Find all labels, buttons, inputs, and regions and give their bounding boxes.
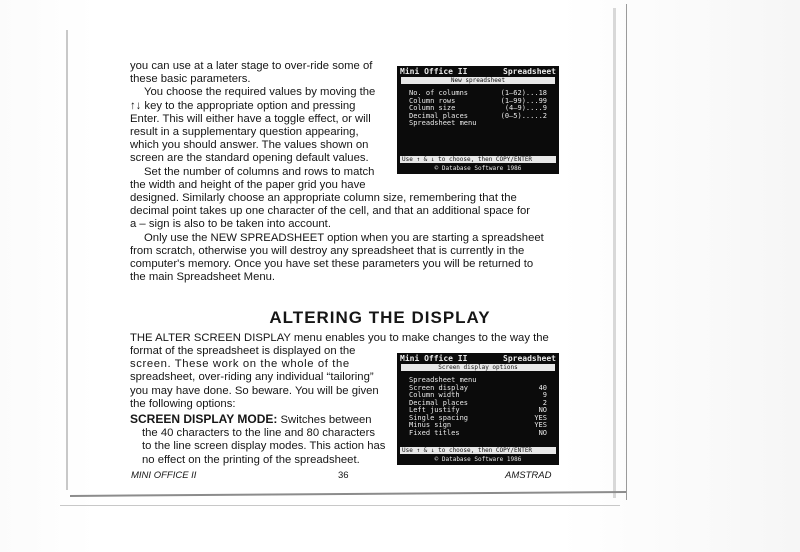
option-value: (0–5).....2 (500, 111, 547, 120)
screen-option-row (409, 430, 547, 438)
screen-option-row (409, 120, 547, 128)
parameters-paragraph (130, 192, 560, 284)
option-label: Fixed titles (409, 428, 460, 437)
option-value: (4–9)....9 (504, 104, 547, 112)
text-line: THE ALTER SCREEN DISPLAY menu enables you to make changes to the way the (130, 332, 549, 344)
screen-title-bar (397, 353, 559, 364)
text-line: screen. These work on the whole of the (130, 358, 350, 371)
page-bottom-edge (70, 491, 626, 497)
option-label: Single spacing (409, 413, 469, 422)
text-line: You choose the required values by moving the (144, 86, 376, 99)
option-value: 40 (538, 383, 547, 392)
screen-copyright: © Database Software 1986 (434, 456, 522, 463)
option-label: Column width (409, 391, 460, 399)
option-label: Screen display (409, 383, 469, 392)
text-line: from scratch, otherwise you will destroy any spreadsheet that is currently in the (130, 244, 525, 257)
screen-app-name: Mini Office II (400, 354, 468, 363)
text-line: the main Spreadsheet Menu. (130, 271, 276, 284)
alter-display-paragraph (130, 332, 560, 345)
text-line: you can use at a later stage to over-ride some of (130, 60, 373, 72)
option-label: Spreadsheet menu (409, 376, 477, 384)
text-line: which you should answer. The values shown on (130, 139, 369, 152)
screen-subtitle: Screen display options (401, 364, 555, 371)
intro-paragraph (130, 60, 394, 192)
footer-page-number: 36 (338, 470, 349, 481)
option-label: Column size (409, 104, 456, 112)
option-label: No. of columns (409, 89, 469, 97)
text-line: screen are the standard opening default values. (130, 152, 369, 165)
option-value: (1–62)...18 (500, 89, 547, 97)
screen-copyright: © Database Software 1986 (434, 165, 522, 172)
page-bottom-shadow (60, 505, 620, 506)
text-line: to the line screen display modes. This action has (142, 440, 386, 453)
option-text: Switches between (280, 414, 372, 426)
screen-display-options-screenshot (397, 353, 559, 465)
new-spreadsheet-screenshot (397, 66, 559, 174)
page-binding-edge (66, 30, 68, 490)
option-value: 2 (542, 398, 547, 407)
option-value: NO (538, 406, 547, 414)
text-line: a – sign is also to be taken into account. (130, 218, 331, 231)
option-label: SCREEN DISPLAY MODE: (130, 412, 278, 426)
option-label: Decimal places (409, 111, 469, 120)
text-line: Enter. This will either have a toggle effect, or will (130, 112, 371, 125)
text-line: these basic parameters. (130, 73, 251, 86)
screen-module-name: Spreadsheet (503, 354, 556, 363)
text-line: the width and height of the paper grid you have (130, 178, 366, 191)
page-right-shadow (613, 8, 616, 498)
screen-options-list (409, 377, 547, 437)
screen-hint-bar: Use ↑ & ↓ to choose, then COPY/ENTER (400, 156, 556, 163)
screen-module-name: Spreadsheet (503, 67, 556, 76)
text-line: designed. Similarly choose an appropriate column size, remembering that the (130, 192, 517, 204)
option-value: YES (534, 413, 547, 422)
alter-display-paragraph-cont (130, 345, 392, 411)
footer-brand: AMSTRAD (505, 470, 552, 481)
option-label: Left justify (409, 406, 460, 414)
option-value: YES (534, 421, 547, 429)
text-line: spreadsheet, over-riding any individual “tailoring” (130, 371, 374, 384)
text-line: the following options: (130, 397, 236, 410)
screen-options-list (409, 90, 547, 128)
text-line: format of the spreadsheet is displayed on the (130, 345, 356, 357)
text-line: ↑↓ key to the appropriate option and pressing (130, 99, 356, 112)
option-label: Column rows (409, 96, 456, 105)
text-line: Only use the NEW SPREADSHEET option when you are starting a spreadsheet (144, 231, 544, 244)
option-label: Decimal places (409, 398, 469, 407)
text-line: decimal point takes up one character of the cell, and that an additional space for (130, 205, 531, 218)
option-label: Minus sign (409, 421, 452, 429)
text-line: result in a supplementary question appearing, (130, 126, 359, 139)
screen-app-name: Mini Office II (400, 67, 468, 76)
footer-product: MINI OFFICE II (131, 470, 197, 481)
option-label: Spreadsheet menu (409, 119, 477, 127)
text-line: you may have done. So beware. You will be given (130, 384, 379, 397)
option-value: NO (538, 428, 547, 437)
text-line: computer's memory. Once you have set these parameters you will be returned to (130, 258, 534, 271)
page-right-edge (626, 4, 627, 500)
text-line: no effect on the printing of the spreadsheet. (142, 453, 360, 466)
text-line: Set the number of columns and rows to match (144, 165, 375, 178)
option-value: (1–99)...99 (500, 96, 547, 105)
section-heading: ALTERING THE DISPLAY (269, 308, 491, 327)
screen-display-mode-option (130, 413, 392, 467)
text-line: the 40 characters to the line and 80 characters (142, 427, 375, 440)
screen-hint-bar: Use ↑ & ↓ to choose, then COPY/ENTER (400, 447, 556, 454)
screen-subtitle: New spreadsheet (401, 77, 555, 84)
screen-title-bar (397, 66, 559, 77)
option-first-line (130, 413, 392, 427)
option-value: 9 (542, 391, 547, 399)
